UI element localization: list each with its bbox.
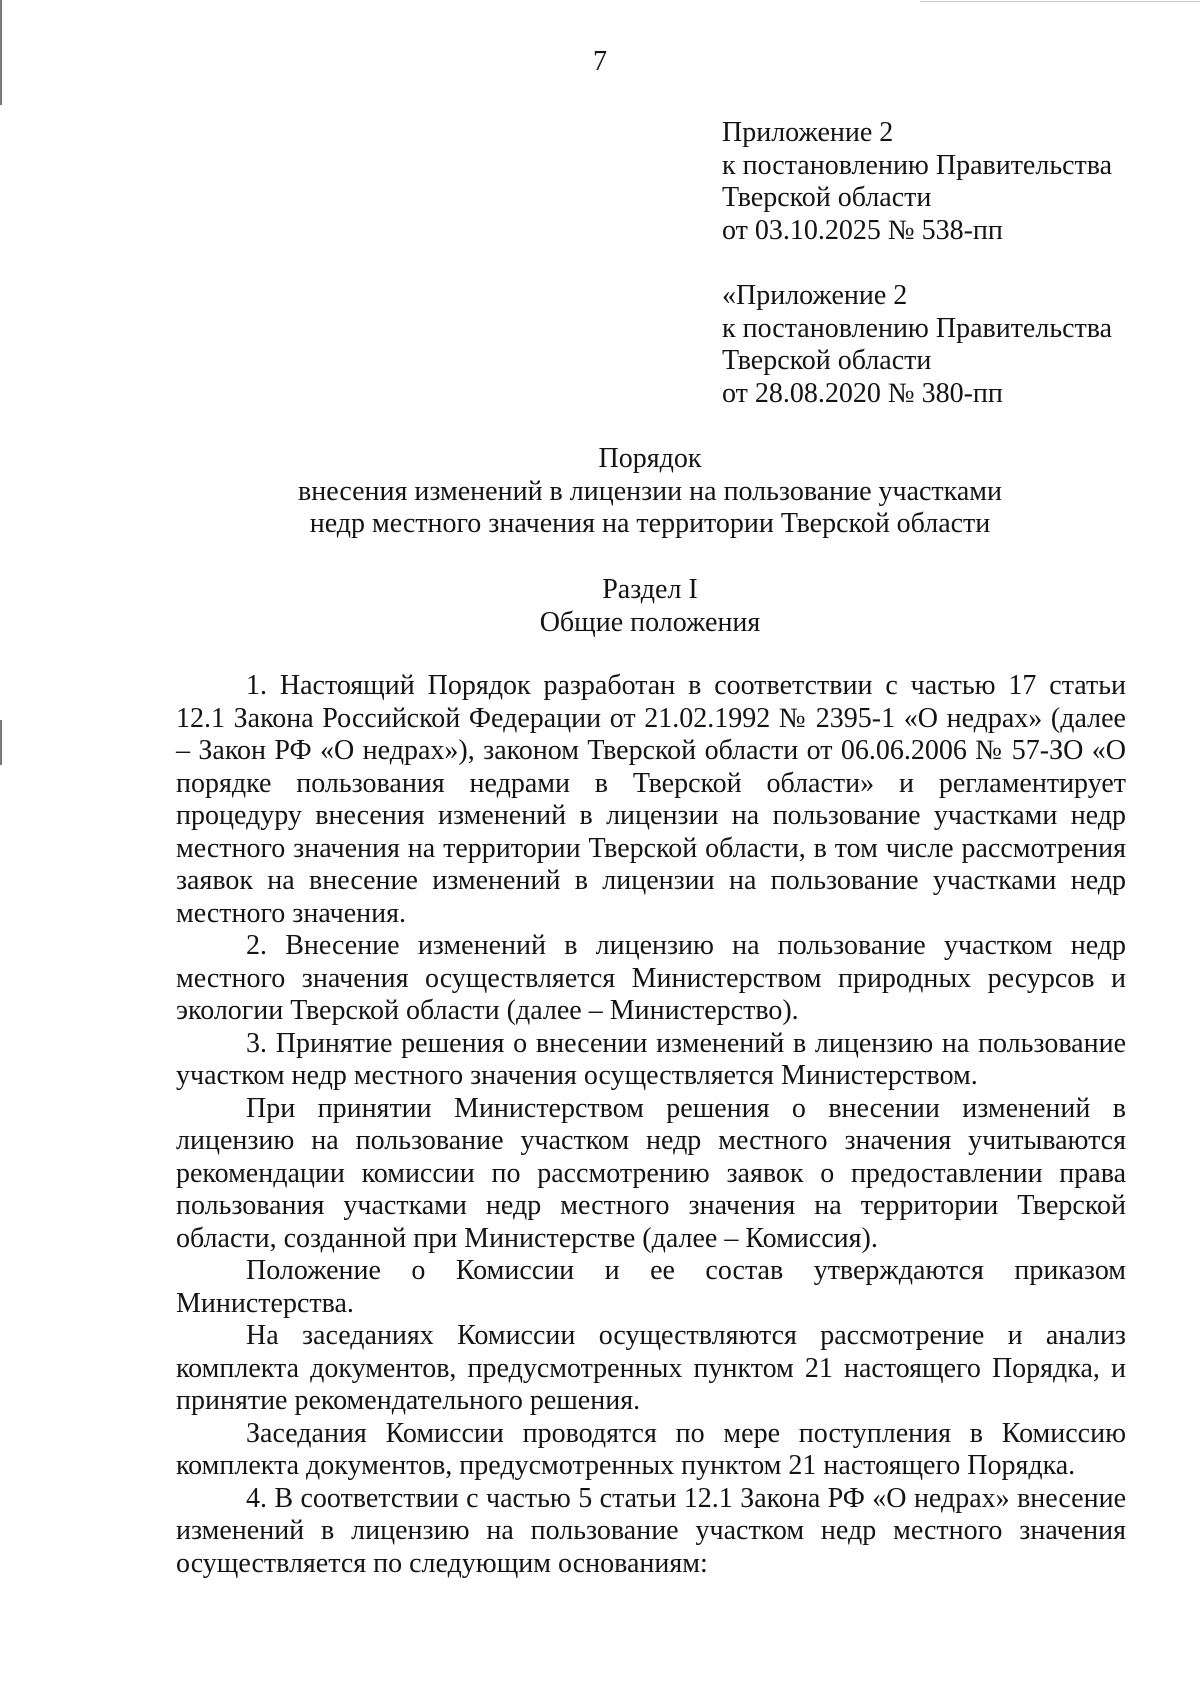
paragraph: Заседания Комиссии проводятся по мере поступления в Комиссию комплекта документов, предусмотренных пунктом 21 настоящего Порядка.: [176, 1417, 1133, 1481]
section-number: Раздел I: [602, 574, 698, 605]
paragraph: На заседаниях Комиссии осуществляются рассмотрение и анализ комплекта документов, предусмотренных пунктом 21 настоящего Порядка, и принятие рекомендательного решения.: [176, 1320, 1133, 1416]
paragraph: При принятии Министерством решения о внесении изменений в лицензию на пользование участком недр местного значения учитываются рекомендации комиссии по рассмотрению заявок о предоставлении права пользования участками недр местного значения на территории Тверской области, созданной при Министерстве (далее – Комиссия).: [176, 1092, 1133, 1254]
appendix-line: «Приложение 2: [722, 280, 908, 311]
page-number: 7: [593, 46, 607, 77]
title-line: Порядок: [598, 443, 702, 474]
paragraph: 1. Настоящий Порядок разработан в соответствии с частью 17 статьи 12.1 Закона Российской Федерации от 21.02.1992 № 2395-1 «О недрах» (далее – Закон РФ «О недрах»), законом Тверской области от 06.06.2006 № 57-ЗО «О порядке пользования недрами в Тверской области» и регламентирует процедуру внесения изменений в лицензии на пользование участками недр местного значения на территории Тверской области, в том числе рассмотрения заявок на внесение изменений в лицензии на пользование участками недр местного значения.: [176, 670, 1133, 929]
appendix-line: к постановлению Правительства: [722, 149, 1113, 181]
appendix-line: Тверской области: [722, 182, 932, 213]
paragraph: 3. Принятие решения о внесении изменений в лицензию на пользование участком недр местного значения осуществляется Министерством.: [176, 1027, 1133, 1091]
appendix-line: от 03.10.2025 № 538-пп: [722, 214, 1003, 246]
paragraph: Положение о Комиссии и ее состав утверждаются приказом Министерства.: [176, 1255, 1133, 1319]
appendix-header-current: [722, 117, 1182, 247]
section-heading: [0, 574, 1200, 639]
scan-top-mark: [920, 1, 1200, 2]
paragraph: 4. В соответствии с частью 5 статьи 12.1 Закона РФ «О недрах» внесение изменений в лицензию на пользование участком недр местного значения осуществляется по следующим основаниям:: [176, 1482, 1133, 1579]
paragraph: 2. Внесение изменений в лицензию на пользование участком недр местного значения осуществляется Министерством природных ресурсов и экологии Тверской области (далее – Министерство).: [176, 930, 1133, 1026]
title-line: недр местного значения на территории Тверской области: [309, 508, 991, 539]
document-title: [0, 443, 1200, 541]
appendix-line: к постановлению Правительства: [722, 312, 1113, 344]
document-body: [176, 670, 1133, 1580]
appendix-line: Тверской области: [722, 345, 932, 376]
appendix-line: от 28.08.2020 № 380-пп: [722, 377, 1003, 409]
title-line: внесения изменений в лицензии на пользование участками: [298, 475, 1002, 507]
appendix-line: Приложение 2: [722, 117, 894, 148]
scan-edge-mark: [0, 720, 2, 765]
section-name: Общие положения: [539, 606, 761, 638]
appendix-header-previous: [722, 280, 1182, 410]
